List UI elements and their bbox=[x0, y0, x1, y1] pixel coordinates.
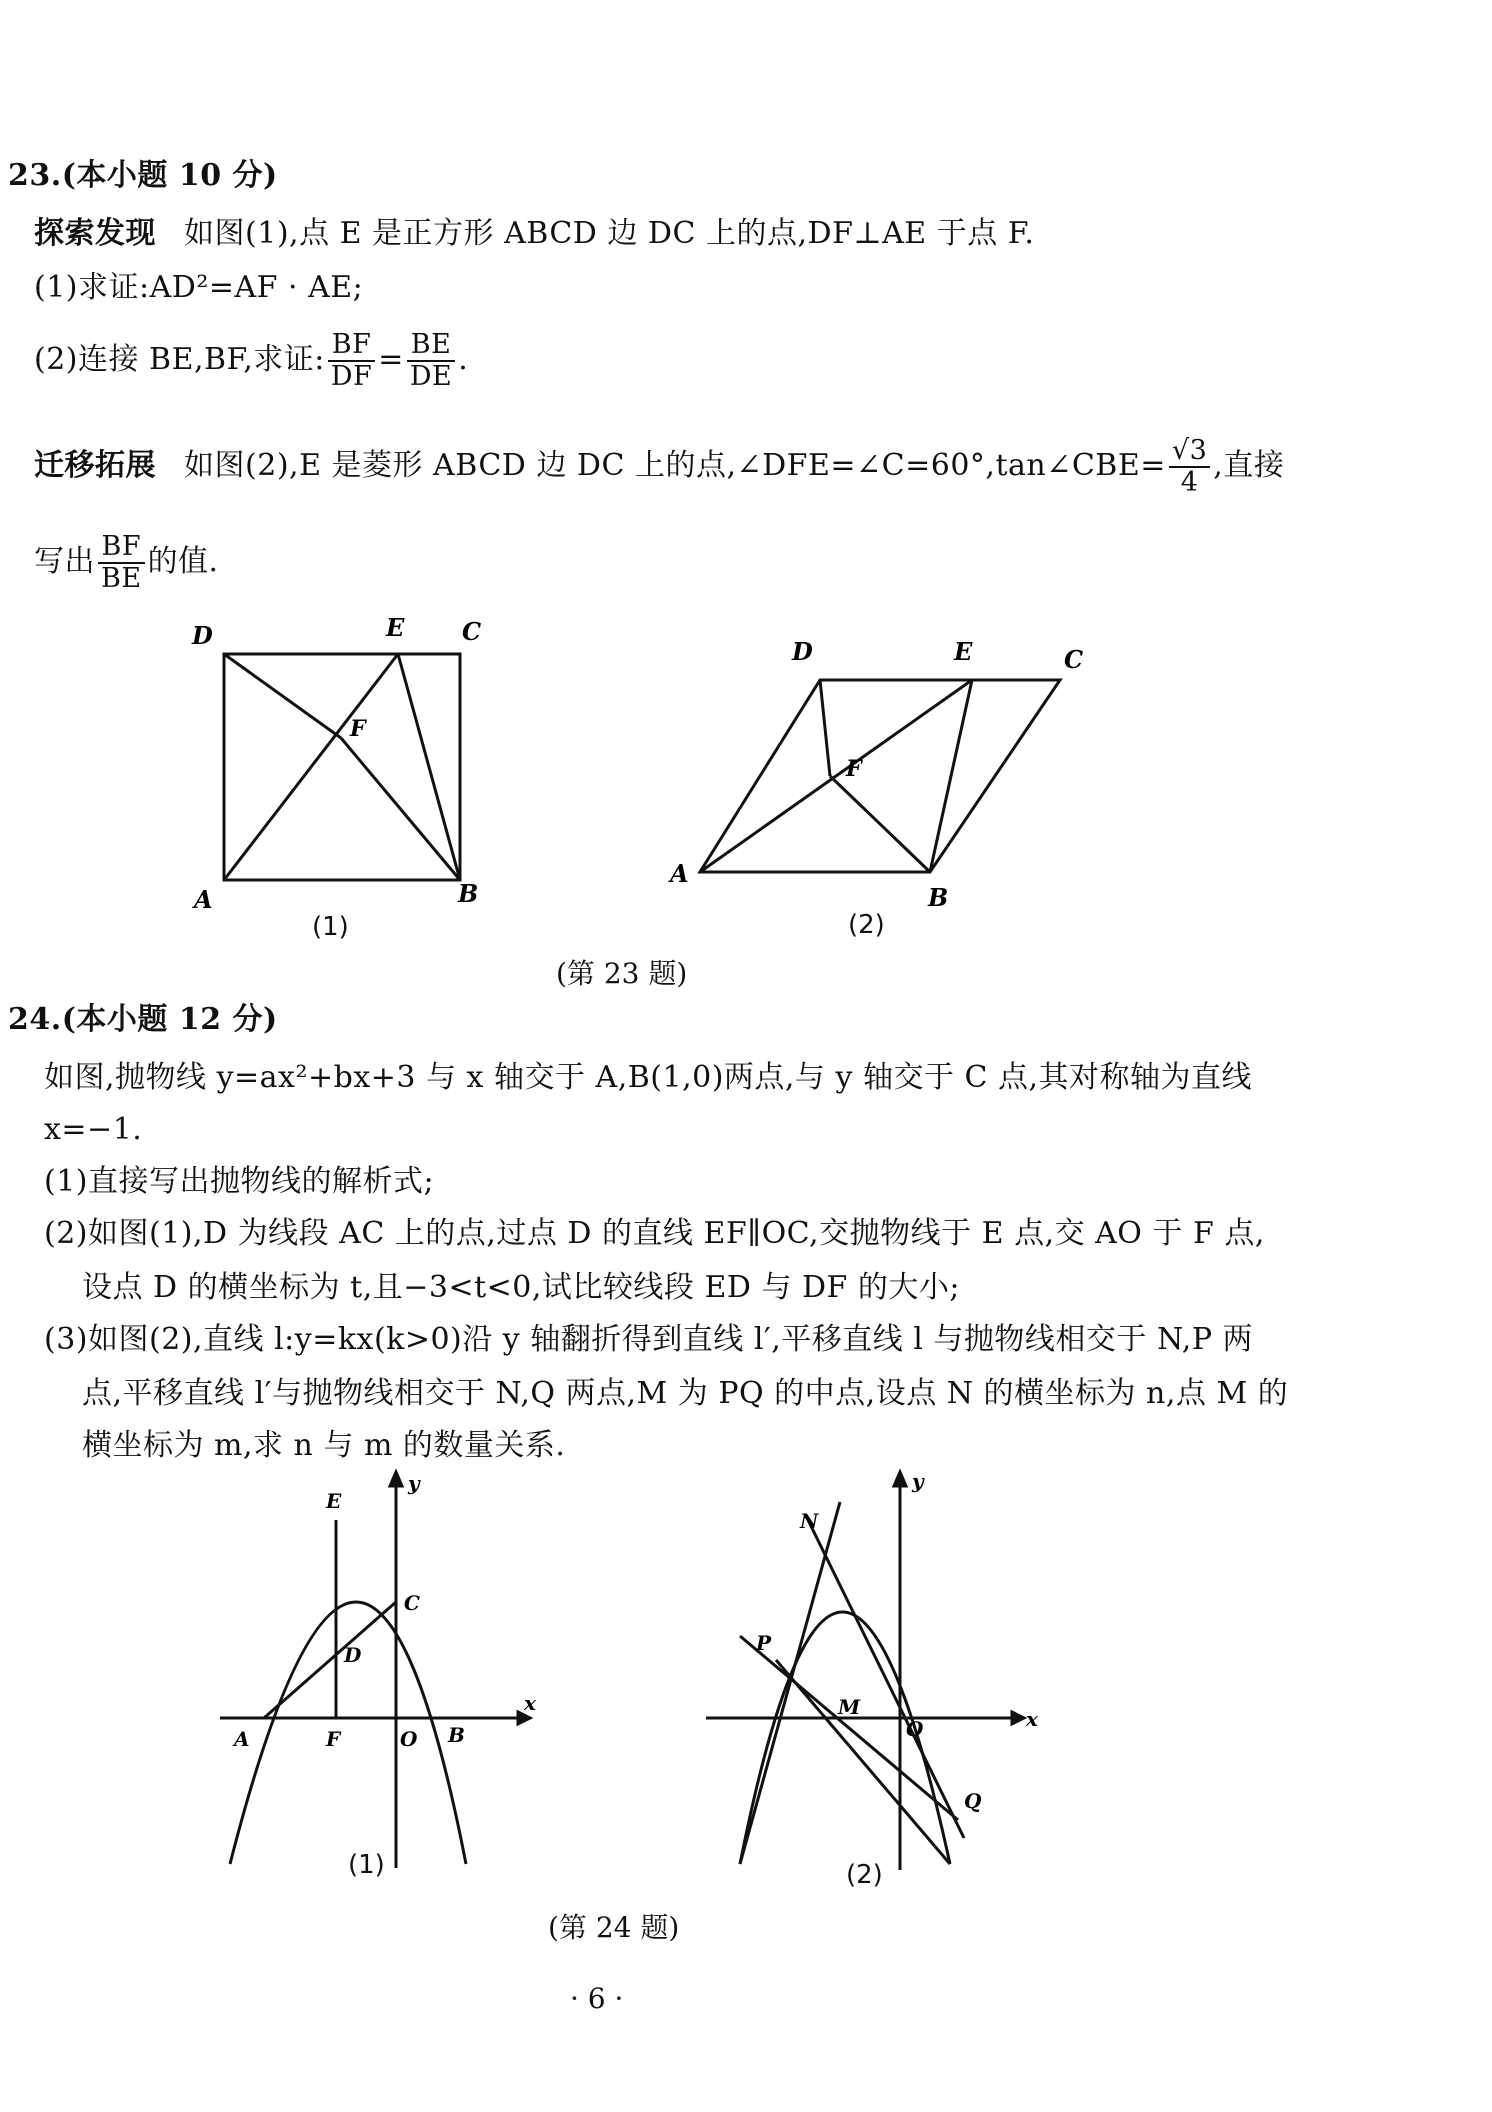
q23-write-suffix: 的值. bbox=[147, 544, 219, 579]
q23-caption: (第 23 题) bbox=[556, 957, 688, 990]
q24-intro-line2: x=−1. bbox=[44, 1112, 143, 1147]
q23-part2-frac1-num: BF bbox=[328, 330, 375, 362]
q23-header: 23.(本小题 10 分) bbox=[8, 158, 278, 193]
q24-figure-2 bbox=[700, 1460, 1060, 1880]
point-label-o: O bbox=[906, 1717, 924, 1741]
q24-fig1-label: (1) bbox=[348, 1850, 385, 1880]
q24-part2-line2: 设点 D 的横坐标为 t,且−3<t<0,试比较线段 ED 与 DF 的大小; bbox=[82, 1270, 961, 1305]
segment-df bbox=[820, 680, 830, 776]
q23-part2-frac2-num: BE bbox=[407, 330, 455, 362]
segment-ac bbox=[264, 1602, 396, 1718]
point-label-n: N bbox=[800, 1509, 819, 1533]
q23-extend-tail: ,直接 bbox=[1213, 448, 1285, 483]
segment-fb bbox=[830, 776, 930, 872]
q24-part3-line2: 点,平移直线 l′与抛物线相交于 N,Q 两点,M 为 PQ 的中点,设点 N 的横坐标为 n,点 M 的 bbox=[82, 1376, 1289, 1411]
point-label-b: B bbox=[458, 879, 479, 908]
axis-label-y: y bbox=[408, 1471, 420, 1495]
q24-header: 24.(本小题 12 分) bbox=[8, 1002, 278, 1037]
q23-part2-eq: = bbox=[378, 342, 404, 377]
q23-fig1-label: (1) bbox=[312, 912, 349, 942]
point-label-m: M bbox=[838, 1695, 861, 1719]
q23-part2-frac2 bbox=[407, 330, 455, 392]
point-label-b: B bbox=[448, 1723, 465, 1747]
y-axis-arrow bbox=[390, 1472, 402, 1486]
q23-write-frac-num: BF bbox=[98, 532, 145, 564]
q23-write-prefix: 写出 bbox=[34, 544, 95, 579]
point-label-d: D bbox=[344, 1643, 362, 1667]
q24-part1: (1)直接写出抛物线的解析式; bbox=[44, 1164, 435, 1199]
q24-intro-line1: 如图,抛物线 y=ax²+bx+3 与 x 轴交于 A,B(1,0)两点,与 y 轴交于 C 点,其对称轴为直线 bbox=[44, 1060, 1253, 1095]
segment-df bbox=[224, 654, 341, 738]
segment-af bbox=[700, 680, 972, 872]
q23-part2-prefix: (2)连接 BE,BF,求证: bbox=[34, 342, 325, 377]
q23-extend-title: 迁移拓展 bbox=[34, 448, 156, 483]
segment-fb bbox=[341, 738, 460, 880]
point-label-p: P bbox=[756, 1631, 772, 1655]
q23-part2 bbox=[34, 330, 468, 392]
point-label-o: O bbox=[400, 1727, 418, 1751]
axis-label-x: x bbox=[1026, 1707, 1038, 1731]
point-label-c: C bbox=[462, 617, 482, 646]
q24-figure-1 bbox=[200, 1460, 540, 1880]
point-label-d: D bbox=[192, 621, 213, 650]
point-label-b: B bbox=[928, 883, 949, 912]
point-label-f: F bbox=[350, 716, 366, 742]
q23-discover-text: 如图(1),点 E 是正方形 ABCD 边 DC 上的点,DF⊥AE 于点 F. bbox=[184, 216, 1035, 251]
q23-extend bbox=[34, 436, 1284, 498]
point-label-f: F bbox=[846, 756, 862, 782]
point-label-d: D bbox=[792, 637, 813, 666]
q23-part2-frac2-den: DE bbox=[409, 361, 453, 392]
segment-eb bbox=[398, 654, 460, 880]
q23-write-frac-den: BE bbox=[101, 563, 142, 594]
q23-figure-1 bbox=[180, 610, 510, 910]
point-label-c: C bbox=[404, 1591, 420, 1615]
point-label-f: F bbox=[326, 1727, 341, 1751]
q23-write-frac bbox=[98, 532, 145, 594]
q23-extend-frac bbox=[1169, 436, 1210, 498]
q24-part3-line1: (3)如图(2),直线 l:y=kx(k>0)沿 y 轴翻折得到直线 l′,平移直线 l 与抛物线相交于 N,P 两 bbox=[44, 1322, 1254, 1357]
segment-ae bbox=[224, 654, 398, 880]
axis-label-x: x bbox=[524, 1691, 536, 1715]
point-label-q: Q bbox=[964, 1789, 982, 1813]
q23-extend-frac-den: 4 bbox=[1180, 467, 1199, 498]
q24-part3-line3: 横坐标为 m,求 n 与 m 的数量关系. bbox=[82, 1428, 566, 1463]
point-label-e: E bbox=[386, 613, 405, 642]
q23-discover-title: 探索发现 bbox=[34, 216, 156, 251]
square-abcd bbox=[224, 654, 460, 880]
q23-extend-frac-num: √3 bbox=[1169, 436, 1210, 468]
q23-part2-frac1-den: DF bbox=[330, 361, 373, 392]
point-label-a: A bbox=[670, 859, 689, 888]
q23-part1: (1)求证:AD²=AF · AE; bbox=[34, 270, 364, 305]
q23-fig2-label: (2) bbox=[848, 910, 885, 940]
y-axis-arrow bbox=[894, 1472, 906, 1486]
q23-part2-frac1 bbox=[328, 330, 375, 392]
point-label-a: A bbox=[234, 1727, 250, 1751]
x-axis-arrow bbox=[1012, 1712, 1024, 1724]
q24-fig2-label: (2) bbox=[846, 1860, 883, 1890]
point-label-a: A bbox=[194, 885, 213, 910]
q23-discover bbox=[34, 214, 1034, 254]
parabola bbox=[230, 1602, 466, 1864]
q24-part2-line1: (2)如图(1),D 为线段 AC 上的点,过点 D 的直线 EF∥OC,交抛物线于 E 点,交 AO 于 F 点, bbox=[44, 1216, 1265, 1251]
page-number: · 6 · bbox=[570, 1982, 624, 2015]
point-label-e: E bbox=[326, 1489, 342, 1513]
rhombus-abcd bbox=[700, 680, 1060, 872]
q24-caption: (第 24 题) bbox=[548, 1911, 680, 1944]
q23-write bbox=[34, 532, 219, 594]
q23-part2-end: . bbox=[458, 342, 469, 377]
point-label-c: C bbox=[1064, 645, 1084, 674]
axis-label-y: y bbox=[912, 1469, 924, 1493]
q23-extend-text: 如图(2),E 是菱形 ABCD 边 DC 上的点,∠DFE=∠C=60°,tan∠CBE= bbox=[184, 448, 1166, 483]
point-label-e: E bbox=[954, 637, 973, 666]
q23-figure-2 bbox=[660, 628, 1100, 918]
